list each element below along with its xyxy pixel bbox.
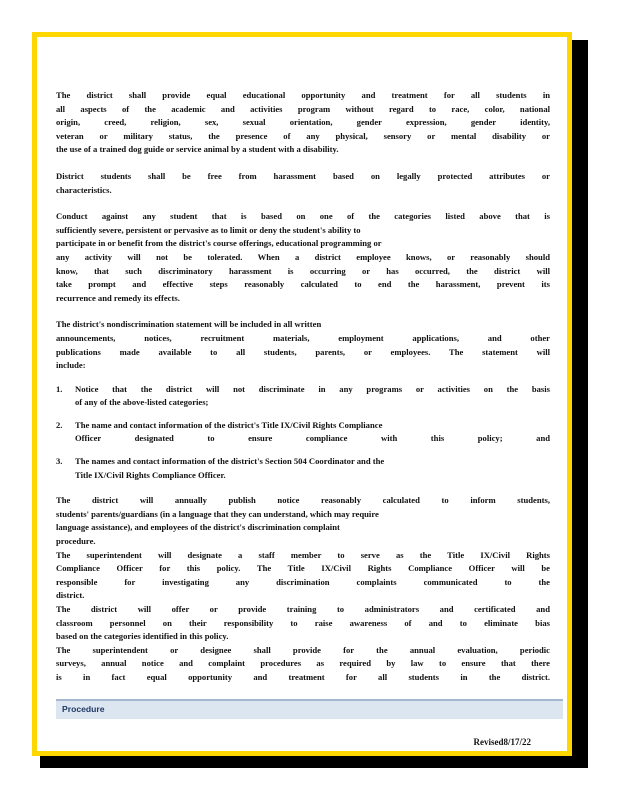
text-line: characteristics. [56,184,112,195]
text-line: The superintendent will designate a staff member to serve as the Title IX/Civil Rights [56,549,550,560]
paragraph-equal-opportunity [56,89,550,157]
text-line: The district shall provide equal educational opportunity and treatment for all students in [56,90,550,100]
text-line: Title IX/Civil Rights Compliance Officer. [75,469,226,480]
text-line: is in fact equal opportunity and treatment for all students in the district. [56,671,550,682]
revised-date: Revised8/17/22 [473,737,531,747]
list-item-text [75,455,550,482]
text-line: Officer designated to ensure compliance with this policy; and [75,433,550,444]
text-line: The name and contact information of the district's Title IX/Civil Rights Compliance [75,419,383,430]
paragraph-evaluation [56,644,550,685]
text-line: origin, creed, religion, sex, sexual orientation, gender expression, gender identity, [56,117,550,128]
text-line: participate in or benefit from the district's course offerings, educational programming or [56,238,382,249]
text-line: The district will annually publish notice reasonably calculated to inform students, [56,495,550,506]
list-number: 1. [56,383,63,394]
text-line: Conduct against any student that is based on one of the categories listed above that is [56,211,550,222]
text-line: responsible for investigating any discrimination complaints communicated to the [56,576,550,587]
text-line: the use of a trained dog guide or service animal by a student with a disability. [56,144,339,155]
list-item [56,383,550,410]
text-line: know, that such discriminatory harassment is occurring or has occurred, the district will [56,265,550,276]
text-line: include: [56,360,86,371]
text-line: take prompt and effective steps reasonably calculated to end the harassment, prevent its [56,279,550,290]
statement-list [56,383,550,483]
text-line: any activity will not be tolerated. When a district employee knows, or reasonably should [56,251,550,262]
text-line: Compliance Officer for this policy. The Title IX/Civil Rights Compliance Officer will be [56,563,550,574]
list-item-text [75,419,550,446]
text-line: recurrence and remedy its effects. [56,292,180,303]
procedure-heading: Procedure [62,704,105,714]
text-line: district. [56,590,85,601]
paragraph-training [56,603,550,644]
list-item [56,419,550,446]
text-line: of any of the above-listed categories; [75,397,209,408]
procedure-section-bar [56,699,563,719]
text-line: based on the categories identified in this policy. [56,631,229,642]
paragraph-annual-notice [56,494,550,548]
list-item-text [75,383,550,410]
paragraph-compliance-officer [56,549,550,603]
text-line: veteran or military status, the presence of any physical, sensory or mental disability or [56,130,550,141]
list-number: 2. [56,419,63,430]
text-line: all aspects of the academic and activities program without regard to race, color, national [56,103,550,114]
text-line: Notice that the district will not discriminate in any programs or activities on the basis [75,383,550,394]
list-number: 3. [56,456,63,467]
text-line: students' parents/guardians (in a language that they can understand, which may require [56,508,379,519]
text-line: publications made available to all students, parents, or employees. The statement will [56,346,550,357]
list-item [56,455,550,482]
paragraph-harassment [56,170,550,197]
text-line: The district will offer or provide training to administrators and certificated and [56,604,550,614]
text-line: announcements, notices, recruitment materials, employment applications, and other [56,332,550,343]
text-line: surveys, annual notice and complaint procedures as required by law to ensure that there [56,658,550,669]
text-line: procedure. [56,536,96,547]
text-line: sufficiently severe, persistent or pervasive as to limit or deny the student's ability to [56,224,361,235]
document-page [32,32,572,756]
text-line: classroom personnel on their responsibility to raise awareness of and to eliminate bias [56,617,550,628]
paragraph-conduct [56,210,550,305]
text-line: The names and contact information of the district's Section 504 Coordinator and the [75,456,385,467]
paragraph-nondiscrimination-statement [56,318,550,372]
text-line: The superintendent or designee shall provide for the annual evaluation, periodic [56,644,550,655]
text-line: language assistance), and employees of the district's discrimination complaint [56,522,340,533]
policy-body [56,89,550,685]
text-line: The district's nondiscrimination statement will be included in all written [56,319,322,330]
text-line: District students shall be free from harassment based on legally protected attributes or [56,170,550,181]
